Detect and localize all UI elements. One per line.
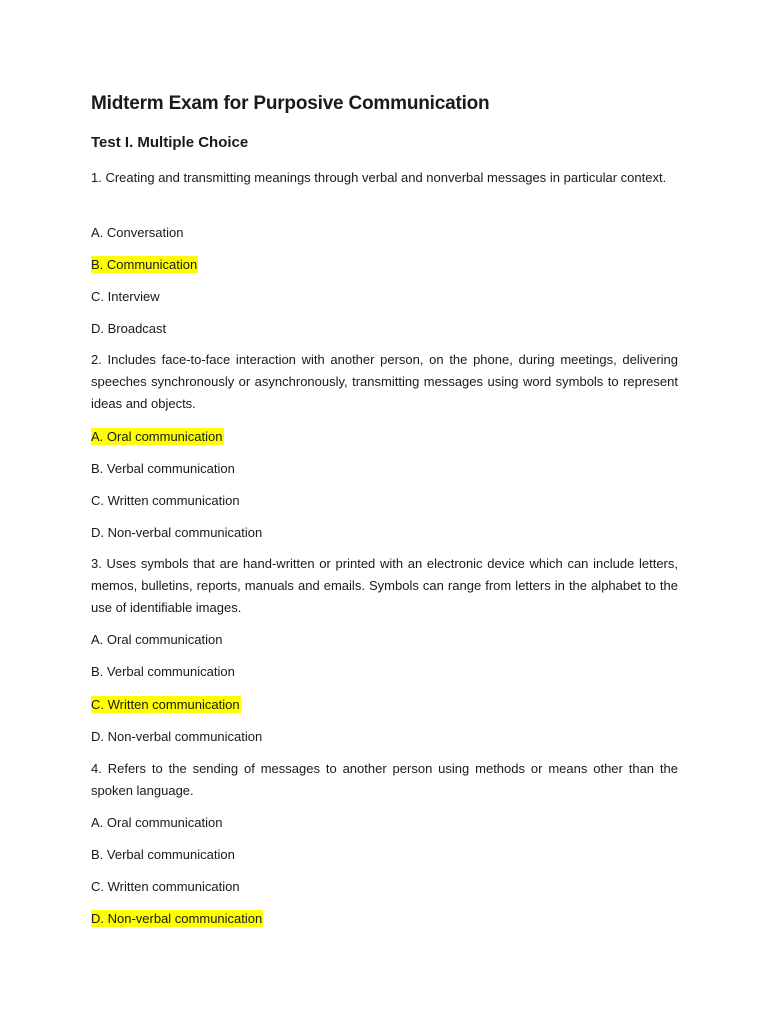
option-3d: D. Non-verbal communication — [91, 729, 263, 744]
question-2: 2. Includes face-to-face interaction with another person, on the phone, during meetings, delivering speeches synchronously or asynchronously, transmitting messages using word symbols to represent ideas and objects. — [91, 352, 678, 411]
highlighted-answer: C. Written communication — [91, 697, 240, 712]
option-1c: C. Interview — [91, 289, 160, 304]
page-title: Midterm Exam for Purposive Communication — [91, 93, 490, 114]
option-4d — [91, 909, 263, 928]
question-3: 3. Uses symbols that are hand-written or printed with an electronic device which can include letters, memos, bulletins, reports, manuals and emails. Symbols can range from letters in the alphabet to the use of identifiable images. — [91, 556, 678, 615]
option-1b — [91, 255, 198, 274]
option-1d: D. Broadcast — [91, 321, 167, 336]
highlighted-answer: D. Non-verbal communication — [91, 911, 263, 926]
question-4: 4. Refers to the sending of messages to another person using methods or means other than the spoken language. — [91, 761, 678, 798]
option-2d: D. Non-verbal communication — [91, 525, 263, 540]
highlighted-answer: A. Oral communication — [91, 429, 223, 444]
option-2a — [91, 427, 224, 446]
option-2c: C. Written communication — [91, 493, 240, 508]
option-1a: A. Conversation — [91, 225, 184, 240]
option-3c — [91, 695, 241, 714]
section-heading: Test I. Multiple Choice — [91, 134, 249, 151]
option-4b: B. Verbal communication — [91, 847, 235, 862]
option-2b: B. Verbal communication — [91, 461, 235, 476]
highlighted-answer: B. Communication — [91, 257, 198, 272]
question-1: 1. Creating and transmitting meanings through verbal and nonverbal messages in particular context. — [91, 170, 667, 185]
option-4c: C. Written communication — [91, 879, 240, 894]
option-4a: A. Oral communication — [91, 815, 223, 830]
option-3b: B. Verbal communication — [91, 664, 235, 679]
option-3a: A. Oral communication — [91, 632, 223, 647]
